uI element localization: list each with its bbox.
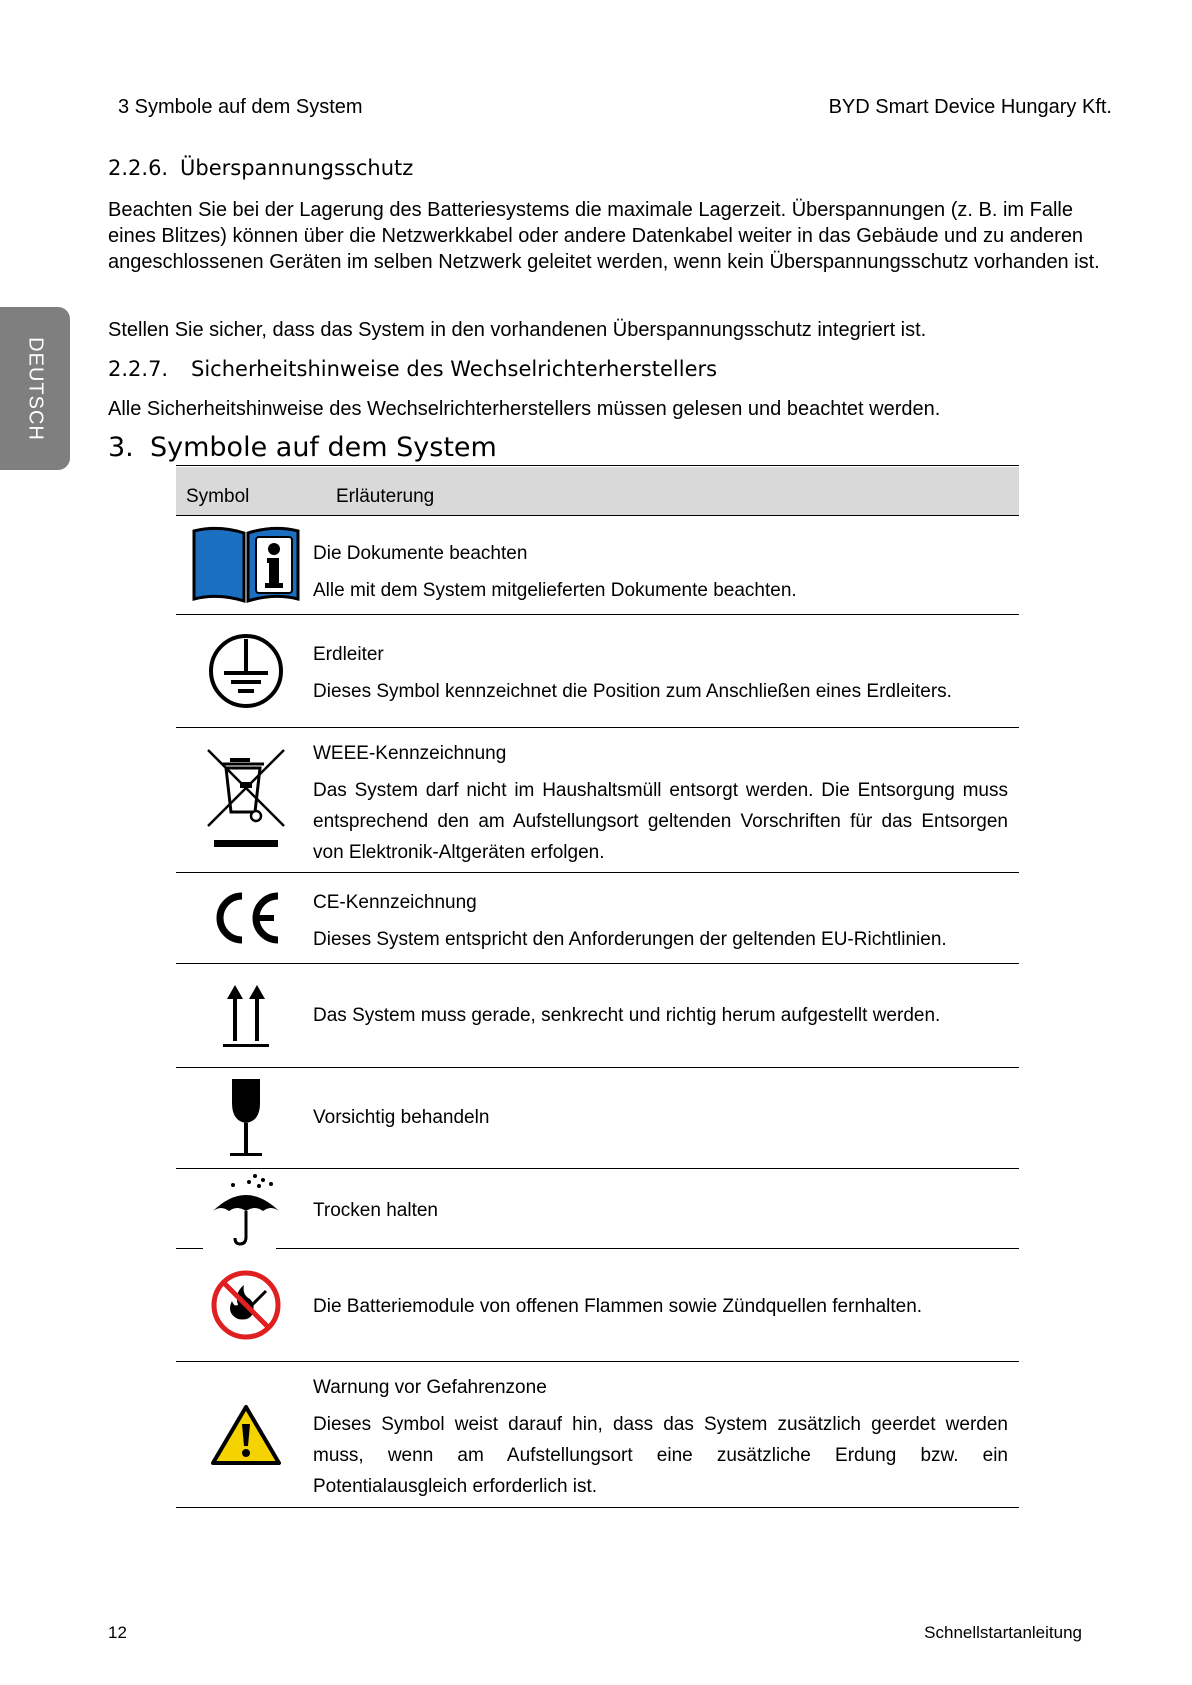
section-226-para1: Beachten Sie bei der Lagerung des Batteriesystems die maximale Lagerzeit. Überspannungen (z. B. im Falle eines Blitzes) können über die Netzwerkkabel oder andere Datenkabel weiter in das Gebäude und zu anderen angeschlossenen Geräten im selben Netzwerk geleitet werden, wenn kein Überspannungsschutz vorhanden ist. (108, 199, 1100, 273)
section-227-title: Sicherheitshinweise des Wechselrichterherstellers (191, 357, 718, 381)
table-row-upright (176, 964, 1019, 1068)
row-earth-text: Dieses Symbol kennzeichnet die Position zum Anschließen eines Erdleiters. (313, 681, 952, 702)
section-226-heading (108, 156, 413, 180)
row-dry-text: Trocken halten (313, 1200, 438, 1221)
section-226-title: Überspannungsschutz (180, 156, 414, 180)
section-227-number: 2.2.7. (108, 357, 169, 381)
this-way-up-icon (176, 964, 316, 1067)
row-ce-text: Dieses System entspricht den Anforderungen der geltenden EU-Richtlinien. (313, 929, 947, 950)
section-3-heading (108, 432, 497, 463)
row-upright-text: Das System muss gerade, senkrecht und richtig herum aufgestellt werden. (313, 1005, 941, 1026)
table-row-ce (176, 873, 1019, 964)
weee-bin-icon (176, 728, 316, 872)
language-side-tab-label: DEUTSCH (24, 336, 47, 441)
col-explanation-header: Erläuterung (336, 486, 435, 507)
section-226-para2: Stellen Sie sicher, dass das System in den vorhandenen Überspannungsschutz integriert ist. (108, 319, 927, 341)
section-3-rule (176, 465, 1019, 466)
page-number: 12 (108, 1623, 127, 1642)
manual-info-icon (176, 516, 316, 614)
section-3-number: 3. (108, 432, 134, 463)
page-header-right: BYD Smart Device Hungary Kft. (828, 96, 1112, 118)
no-open-flame-icon (176, 1249, 316, 1361)
row-warning-text: Dieses Symbol weist darauf hin, dass das System zusätzlich geerdet werden muss, wenn am Aufstellungsort eine zusätzliche Erdung bzw. ein Potentialausgleich erforderlich ist. (313, 1414, 1008, 1497)
fragile-glass-icon (176, 1068, 316, 1168)
table-row-fragile (176, 1068, 1019, 1169)
table-row-documents (176, 516, 1019, 615)
section-227-para: Alle Sicherheitshinweise des Wechselrichterherstellers müssen gelesen und beachtet werden. (108, 398, 941, 420)
row-weee-title: WEEE-Kennzeichnung (313, 743, 507, 764)
row-flame-text: Die Batteriemodule von offenen Flammen sowie Zündquellen fernhalten. (313, 1296, 923, 1317)
col-symbol-header: Symbol (186, 486, 250, 507)
table-row-weee (176, 728, 1019, 873)
ce-mark-icon (176, 873, 316, 963)
language-side-tab (0, 307, 70, 470)
table-row-dry (176, 1169, 1019, 1249)
table-row-flame (176, 1249, 1019, 1362)
row-earth-title: Erdleiter (313, 644, 384, 665)
row-documents-title: Die Dokumente beachten (313, 543, 528, 564)
section-3-title: Symbole auf dem System (150, 432, 497, 463)
section-227-heading (108, 357, 717, 381)
footer-doc-title: Schnellstartanleitung (924, 1623, 1082, 1642)
keep-dry-umbrella-icon (176, 1169, 316, 1249)
row-documents-text: Alle mit dem System mitgelieferten Dokumente beachten. (313, 580, 797, 601)
section-226-number: 2.2.6. (108, 156, 169, 180)
warning-triangle-icon (176, 1362, 316, 1507)
table-row-earth (176, 615, 1019, 728)
table-header (176, 467, 1019, 516)
row-weee-text: Das System darf nicht im Haushaltsmüll entsorgt werden. Die Entsorgung muss entsprechend den am Aufstellungsort geltenden Vorschriften für das Entsorgen von Elektronik-Altgeräten erfolgen. (313, 780, 1008, 863)
row-ce-title: CE-Kennzeichnung (313, 892, 477, 913)
row-warning-title: Warnung vor Gefahrenzone (313, 1377, 547, 1398)
table-row-warning (176, 1362, 1019, 1508)
row-fragile-text: Vorsichtig behandeln (313, 1107, 490, 1128)
earth-ground-icon (176, 615, 316, 727)
page-header-left: 3 Symbole auf dem System (118, 96, 363, 118)
